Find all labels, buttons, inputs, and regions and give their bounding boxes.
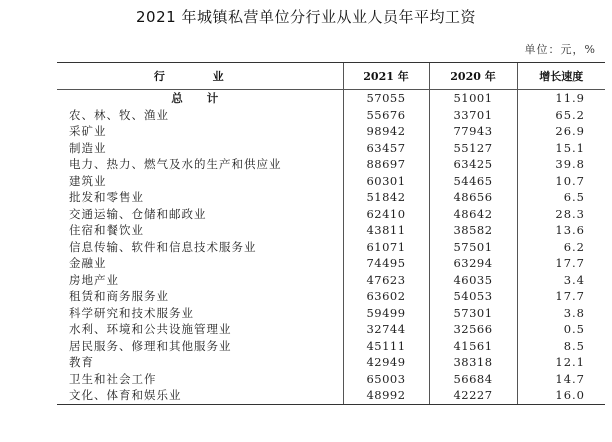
value-2020: 42227 xyxy=(429,387,517,404)
growth-rate: 3.8 xyxy=(517,305,605,322)
table-row xyxy=(57,107,605,124)
growth-rate: 65.2 xyxy=(517,107,605,124)
value-2020: 57501 xyxy=(429,239,517,256)
value-2020: 41561 xyxy=(429,338,517,355)
value-2021: 45111 xyxy=(343,338,429,355)
industry-name: 信息传输、软件和信息技术服务业 xyxy=(69,239,257,254)
table-row xyxy=(57,338,605,355)
industry-name: 金融业 xyxy=(69,256,107,270)
growth-rate: 28.3 xyxy=(517,206,605,223)
growth-rate: 0.5 xyxy=(517,321,605,338)
industry-name: 采矿业 xyxy=(69,124,107,138)
value-2021: 60301 xyxy=(343,173,429,190)
industry-name: 文化、体育和娱乐业 xyxy=(57,387,343,404)
value-2021: 63457 xyxy=(343,140,429,157)
table-body xyxy=(57,90,605,405)
growth-rate: 10.7 xyxy=(517,173,605,190)
table-row xyxy=(57,239,605,256)
industry-name: 科学研究和技术服务业 xyxy=(69,305,194,320)
table-row xyxy=(57,272,605,289)
value-2021: 65003 xyxy=(343,371,429,388)
growth-rate: 14.7 xyxy=(517,371,605,388)
value-2021: 62410 xyxy=(343,206,429,223)
table-header xyxy=(57,63,605,90)
header-industry: 行 业 xyxy=(57,63,343,90)
growth-rate: 17.7 xyxy=(517,288,605,305)
value-2020: 57301 xyxy=(429,305,517,322)
table-row xyxy=(57,140,605,157)
value-2021: 48992 xyxy=(343,387,429,404)
header-2021: 2021 年 xyxy=(343,63,429,90)
value-2021: 32744 xyxy=(343,321,429,338)
value-2020: 54053 xyxy=(429,288,517,305)
growth-rate: 8.5 xyxy=(517,338,605,355)
value-2021: 57055 xyxy=(343,90,429,107)
growth-rate: 39.8 xyxy=(517,156,605,173)
growth-rate: 11.9 xyxy=(517,90,605,107)
industry-name: 住宿和餐饮业 xyxy=(69,223,144,237)
growth-rate: 6.5 xyxy=(517,189,605,206)
value-2020: 38318 xyxy=(429,354,517,371)
value-2021: 42949 xyxy=(343,354,429,371)
industry-name: 房地产业 xyxy=(69,272,119,287)
value-2020: 51001 xyxy=(429,90,517,107)
industry-name: 总 计 xyxy=(171,91,229,105)
value-2020: 63294 xyxy=(429,255,517,272)
table-row xyxy=(57,371,605,388)
growth-rate: 12.1 xyxy=(517,354,605,371)
value-2021: 98942 xyxy=(343,123,429,140)
value-2021: 47623 xyxy=(343,272,429,289)
value-2021: 43811 xyxy=(343,222,429,239)
growth-rate: 3.4 xyxy=(517,272,605,289)
value-2020: 38582 xyxy=(429,222,517,239)
value-2021: 88697 xyxy=(343,156,429,173)
growth-rate: 16.0 xyxy=(517,387,605,404)
growth-rate: 26.9 xyxy=(517,123,605,140)
growth-rate: 6.2 xyxy=(517,239,605,256)
header-2020: 2020 年 xyxy=(429,63,517,90)
industry-name: 制造业 xyxy=(69,140,107,155)
table-row xyxy=(57,255,605,272)
industry-name: 租赁和商务服务业 xyxy=(69,289,169,303)
value-2020: 54465 xyxy=(429,173,517,190)
table-row xyxy=(57,156,605,173)
header-growth: 增长速度 xyxy=(517,63,605,90)
industry-name: 电力、热力、燃气及水的生产和供应业 xyxy=(69,157,282,171)
value-2020: 56684 xyxy=(429,371,517,388)
value-2021: 63602 xyxy=(343,288,429,305)
value-2021: 61071 xyxy=(343,239,429,256)
table-row xyxy=(57,123,605,140)
table-row xyxy=(57,354,605,371)
header-row xyxy=(57,63,605,90)
table-row xyxy=(57,173,605,190)
value-2020: 55127 xyxy=(429,140,517,157)
value-2020: 77943 xyxy=(429,123,517,140)
value-2020: 48642 xyxy=(429,206,517,223)
unit-note: 单位：元，% xyxy=(524,43,596,56)
value-2021: 74495 xyxy=(343,255,429,272)
value-2020: 48656 xyxy=(429,189,517,206)
page-title: 2021 年城镇私营单位分行业从业人员年平均工资 xyxy=(136,8,476,26)
table-row xyxy=(57,288,605,305)
value-2021: 51842 xyxy=(343,189,429,206)
industry-name: 建筑业 xyxy=(69,173,107,188)
value-2021: 55676 xyxy=(343,107,429,124)
table-row xyxy=(57,189,605,206)
value-2020: 46035 xyxy=(429,272,517,289)
table-row xyxy=(57,387,605,404)
industry-name: 交通运输、仓储和邮政业 xyxy=(69,206,207,221)
value-2020: 33701 xyxy=(429,107,517,124)
table-row xyxy=(57,222,605,239)
table-row xyxy=(57,305,605,322)
growth-rate: 15.1 xyxy=(517,140,605,157)
industry-name: 居民服务、修理和其他服务业 xyxy=(69,338,232,353)
wage-table xyxy=(57,62,605,405)
value-2020: 63425 xyxy=(429,156,517,173)
value-2021: 59499 xyxy=(343,305,429,322)
industry-name: 批发和零售业 xyxy=(69,190,144,204)
industry-name: 水利、环境和公共设施管理业 xyxy=(69,322,232,336)
industry-name: 教育 xyxy=(69,355,94,369)
table-row xyxy=(57,206,605,223)
value-2020: 32566 xyxy=(429,321,517,338)
growth-rate: 17.7 xyxy=(517,255,605,272)
industry-name: 农、林、牧、渔业 xyxy=(69,107,169,122)
total-row xyxy=(57,90,605,107)
growth-rate: 13.6 xyxy=(517,222,605,239)
industry-name: 卫生和社会工作 xyxy=(69,371,157,386)
table-row xyxy=(57,321,605,338)
